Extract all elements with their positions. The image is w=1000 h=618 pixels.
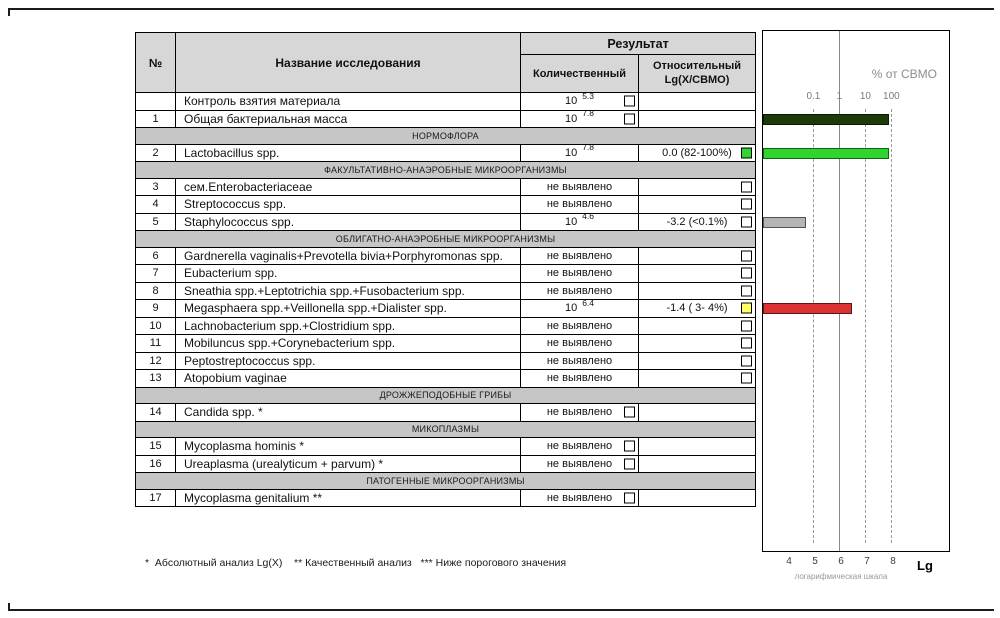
section-header-label: ПАТОГЕННЫЕ МИКРООРГАНИЗМЫ (136, 473, 756, 490)
row-number: 4 (136, 196, 176, 214)
test-name: Lachnobacterium spp.+Clostridium spp. (176, 317, 521, 335)
quantitative-exponent: 7.8 (582, 144, 595, 153)
section-header-label: ДРОЖЖЕПОДОБНЫЕ ГРИБЫ (136, 387, 756, 404)
quantitative-result (521, 265, 639, 283)
relative-result (639, 93, 756, 111)
test-name: Eubacterium spp. (176, 265, 521, 283)
result-checkbox (741, 355, 752, 366)
relative-result (639, 455, 756, 473)
relative-result (639, 335, 756, 353)
result-checkbox (741, 147, 752, 158)
row-number: 9 (136, 300, 176, 318)
relative-result (639, 178, 756, 196)
relative-result (639, 110, 756, 128)
table-row (136, 178, 756, 196)
table-row (136, 247, 756, 265)
chart-gridline-dashed (891, 109, 892, 543)
result-checkbox (741, 303, 752, 314)
quantitative-result (521, 144, 639, 162)
relative-result (639, 438, 756, 456)
relative-result (639, 317, 756, 335)
result-checkbox (741, 268, 752, 279)
table-row (136, 93, 756, 111)
result-checkbox (624, 441, 635, 452)
relative-text: 0.0 (82-100%) (662, 146, 732, 159)
chart-panel (762, 30, 950, 552)
chart-axis-unit-label: Lg (917, 558, 933, 573)
chart-x-axis (762, 553, 950, 593)
quantitative-text: не выявлено (546, 267, 613, 280)
table-row (136, 455, 756, 473)
quantitative-result (521, 247, 639, 265)
chart-gridline-solid (839, 31, 840, 551)
page-border-bottom (8, 609, 994, 611)
section-header-row (136, 473, 756, 490)
page-border-top (8, 8, 994, 10)
chart-bar (763, 303, 852, 314)
chart-title: % от СВМО (871, 67, 937, 81)
quantitative-text: не выявлено (546, 457, 613, 470)
page-border-left-bottom (8, 603, 10, 611)
chart-bar (763, 148, 889, 159)
quantitative-result (521, 455, 639, 473)
table-row (136, 352, 756, 370)
table-row (136, 335, 756, 353)
relative-result (639, 247, 756, 265)
quantitative-base: 10 (564, 95, 578, 108)
col-header-number: № (136, 33, 176, 93)
table-row (136, 196, 756, 214)
row-number: 8 (136, 282, 176, 300)
test-name: Контроль взятия материала (176, 93, 521, 111)
result-checkbox (624, 113, 635, 124)
test-name: Streptococcus spp. (176, 196, 521, 214)
result-checkbox (624, 458, 635, 469)
test-name: Megasphaera spp.+Veillonella spp.+Dialister spp. (176, 300, 521, 318)
section-header-row (136, 162, 756, 179)
row-number: 3 (136, 178, 176, 196)
chart-gridline-dashed (865, 109, 866, 543)
chart-top-tick-label: 0.1 (806, 91, 821, 102)
quantitative-result (521, 438, 639, 456)
row-number: 5 (136, 213, 176, 231)
col-header-name: Название исследования (176, 33, 521, 93)
relative-text: -1.4 ( 3- 4%) (666, 302, 728, 315)
result-checkbox (741, 373, 752, 384)
quantitative-result (521, 196, 639, 214)
test-name: Atopobium vaginae (176, 370, 521, 388)
quantitative-base: 10 (564, 112, 578, 125)
section-header-label: НОРМОФЛОРА (136, 128, 756, 145)
quantitative-result (521, 300, 639, 318)
quantitative-result (521, 93, 639, 111)
section-header-row (136, 128, 756, 145)
test-name: Gardnerella vaginalis+Prevotella bivia+Porphyromonas spp. (176, 247, 521, 265)
quantitative-result (521, 352, 639, 370)
relative-result (639, 370, 756, 388)
quantitative-result (521, 404, 639, 422)
chart-bottom-tick-label: 8 (890, 556, 896, 567)
row-number: 14 (136, 404, 176, 422)
quantitative-base: 10 (564, 146, 578, 159)
result-checkbox (741, 285, 752, 296)
quantitative-result (521, 178, 639, 196)
relative-result (639, 352, 756, 370)
table-row (136, 110, 756, 128)
relative-result (639, 404, 756, 422)
quantitative-result (521, 317, 639, 335)
result-checkbox (624, 407, 635, 418)
quantitative-base: 10 (564, 302, 578, 315)
test-name: Общая бактериальная масса (176, 110, 521, 128)
col-header-quantitative: Количественный (521, 55, 639, 93)
chart-scale-label: логарифмическая шкала (794, 572, 888, 581)
section-header-row (136, 421, 756, 438)
table-header-row-1 (136, 33, 756, 55)
test-name: сем.Enterobacteriaceae (176, 178, 521, 196)
chart-bottom-tick-label: 4 (786, 556, 792, 567)
table-row (136, 213, 756, 231)
quantitative-result (521, 370, 639, 388)
section-header-label: МИКОПЛАЗМЫ (136, 421, 756, 438)
chart-top-tick-label: 100 (883, 91, 900, 102)
row-number: 15 (136, 438, 176, 456)
row-number: 17 (136, 489, 176, 507)
quantitative-text: не выявлено (546, 198, 613, 211)
relative-result (639, 196, 756, 214)
section-header-label: ФАКУЛЬТАТИВНО-АНАЭРОБНЫЕ МИКРООРГАНИЗМЫ (136, 162, 756, 179)
row-number (136, 93, 176, 111)
row-number: 16 (136, 455, 176, 473)
chart-bar (763, 114, 889, 125)
quantitative-text: не выявлено (546, 491, 613, 504)
section-header-label: ОБЛИГАТНО-АНАЭРОБНЫЕ МИКРООРГАНИЗМЫ (136, 231, 756, 248)
quantitative-base: 10 (564, 215, 578, 228)
result-checkbox (741, 181, 752, 192)
quantitative-result (521, 335, 639, 353)
row-number: 6 (136, 247, 176, 265)
quantitative-result (521, 489, 639, 507)
row-number: 1 (136, 110, 176, 128)
result-checkbox (741, 320, 752, 331)
quantitative-text: не выявлено (546, 406, 613, 419)
result-checkbox (741, 199, 752, 210)
chart-top-tick-label: 1 (836, 91, 843, 102)
quantitative-result (521, 282, 639, 300)
col-header-relative: Относительный Lg(X/СВМО) (639, 55, 756, 93)
results-table (135, 32, 756, 507)
test-name: Staphylococcus spp. (176, 213, 521, 231)
chart-bottom-tick-label: 5 (812, 556, 818, 567)
section-header-row (136, 231, 756, 248)
quantitative-result (521, 213, 639, 231)
result-checkbox (624, 492, 635, 503)
table-row (136, 282, 756, 300)
row-number: 10 (136, 317, 176, 335)
result-checkbox (624, 96, 635, 107)
chart-bottom-tick-label: 7 (864, 556, 870, 567)
relative-result (639, 213, 756, 231)
result-checkbox (741, 338, 752, 349)
chart-gridline-dashed (813, 109, 814, 543)
table-row (136, 265, 756, 283)
col-header-result: Результат (521, 33, 756, 55)
footnote: * Абсолютный анализ Lg(X) ** Качественный анализ *** Ниже порогового значения (145, 557, 567, 569)
quantitative-text: не выявлено (546, 354, 613, 367)
result-checkbox (741, 250, 752, 261)
table-row (136, 144, 756, 162)
quantitative-result (521, 110, 639, 128)
row-number: 12 (136, 352, 176, 370)
result-checkbox (741, 216, 752, 227)
relative-result (639, 489, 756, 507)
quantitative-text: не выявлено (546, 180, 613, 193)
page-border-left-top (8, 8, 10, 16)
test-name: Candida spp. * (176, 404, 521, 422)
test-name: Sneathia spp.+Leptotrichia spp.+Fusobacterium spp. (176, 282, 521, 300)
quantitative-exponent: 7.8 (582, 110, 595, 119)
table-row (136, 300, 756, 318)
table-row (136, 317, 756, 335)
test-name: Lactobacillus spp. (176, 144, 521, 162)
relative-result (639, 144, 756, 162)
table-row (136, 489, 756, 507)
quantitative-exponent: 4.6 (582, 213, 595, 222)
row-number: 11 (136, 335, 176, 353)
table-row (136, 438, 756, 456)
quantitative-text: не выявлено (546, 284, 613, 297)
test-name: Peptostreptococcus spp. (176, 352, 521, 370)
test-name: Mycoplasma hominis * (176, 438, 521, 456)
relative-result (639, 282, 756, 300)
quantitative-text: не выявлено (546, 440, 613, 453)
test-name: Mycoplasma genitalium ** (176, 489, 521, 507)
chart-bottom-tick-label: 6 (838, 556, 844, 567)
relative-result (639, 300, 756, 318)
quantitative-text: не выявлено (546, 372, 613, 385)
table-row (136, 404, 756, 422)
chart-top-tick-label: 10 (859, 91, 871, 102)
quantitative-exponent: 5.3 (582, 92, 595, 101)
quantitative-exponent: 6.4 (582, 299, 595, 308)
quantitative-text: не выявлено (546, 319, 613, 332)
row-number: 13 (136, 370, 176, 388)
quantitative-text: не выявлено (546, 249, 613, 262)
row-number: 7 (136, 265, 176, 283)
test-name: Ureaplasma (urealyticum + parvum) * (176, 455, 521, 473)
relative-result (639, 265, 756, 283)
quantitative-text: не выявлено (546, 337, 613, 350)
table-row (136, 370, 756, 388)
row-number: 2 (136, 144, 176, 162)
test-name: Mobiluncus spp.+Corynebacterium spp. (176, 335, 521, 353)
relative-text: -3.2 (<0.1%) (666, 215, 728, 228)
section-header-row (136, 387, 756, 404)
chart-bar (763, 217, 806, 228)
